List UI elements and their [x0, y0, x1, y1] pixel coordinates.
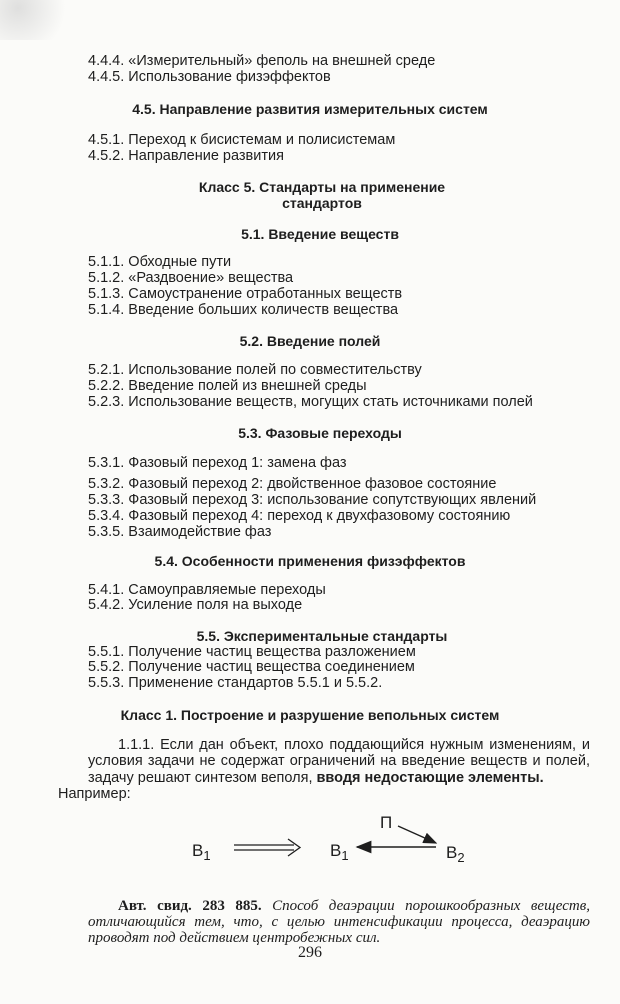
section-heading: 5.5. Экспериментальные стандарты: [196, 628, 448, 644]
list-item: 5.5.2. Получение частиц вещества соединением: [88, 659, 415, 675]
standard-paragraph: [58, 737, 590, 802]
class-heading: Класс 5. Стандарты на применение: [198, 179, 446, 195]
vepol-diagram: [0, 800, 620, 870]
list-item: 5.2.3. Использование веществ, могущих стать источниками полей: [88, 394, 533, 410]
section-heading: 5.4. Особенности применения физэффектов: [154, 553, 466, 569]
field-p: П: [380, 813, 393, 832]
patent-reference: [88, 898, 590, 946]
list-item: 5.2.2. Введение полей из внешней среды: [88, 378, 367, 394]
section-heading: 5.1. Введение веществ: [241, 226, 399, 242]
paragraph-text: 1.1.1. Если дан объект, плохо поддающийся нужным изменениям, и условия задачи не содержат ограничений на введение веществ и полей, задачу решают синтезом веполя,: [88, 737, 590, 786]
class-heading-cont: стандартов: [282, 195, 362, 211]
substance-b1-result: $В_1$: [330, 841, 349, 863]
list-item: 5.1.1. Обходные пути: [88, 254, 232, 270]
list-item: 4.5.1. Переход к бисистемам и полисистемам: [88, 132, 396, 148]
list-item: 5.3.2. Фазовый переход 2: двойственное фазовое состояние: [88, 476, 497, 492]
section-heading: 5.3. Фазовые переходы: [238, 425, 402, 441]
list-item: 5.1.4. Введение больших количеств вещества: [88, 302, 399, 318]
list-item: 5.1.3. Самоустранение отработанных веществ: [88, 286, 403, 302]
example-label: Например:: [58, 785, 131, 802]
list-item: 5.2.1. Использование полей по совместительству: [88, 362, 422, 378]
list-item: 4.4.4. «Измерительный» феполь на внешней среде: [88, 53, 436, 69]
scan-noise: [0, 0, 90, 40]
list-item: 5.3.4. Фазовый переход 4: переход к двухфазовому состоянию: [88, 508, 511, 524]
patent-text: Способ деаэрации порошкообразных веществ, отличающийся тем, что, с целью интенсификации процесса, деаэрацию проводят под действием центробежных сил.: [88, 898, 590, 946]
list-item: 5.5.1. Получение частиц вещества разложением: [88, 644, 416, 660]
double-arrow-icon: [234, 839, 300, 856]
list-item: 5.1.2. «Раздвоение» вещества: [88, 270, 294, 286]
list-item: 5.3.3. Фазовый переход 3: использование сопутствующих явлений: [88, 492, 537, 508]
patent-number: Авт. свид. 283 885.: [118, 898, 262, 914]
list-item: 5.3.1. Фазовый переход 1: замена фаз: [88, 455, 347, 471]
section-heading: 4.5. Направление развития измерительных систем: [132, 101, 488, 117]
paragraph-bold: вводя недостающие элементы.: [316, 769, 544, 786]
section-heading: 5.2. Введение полей: [239, 333, 381, 349]
list-item: 5.5.3. Применение стандартов 5.5.1 и 5.5.2.: [88, 675, 383, 691]
arrow-diagonal-icon: [398, 826, 436, 843]
list-item: 5.4.1. Самоуправляемые переходы: [88, 582, 326, 598]
list-item: 5.3.5. Взаимодействие фаз: [88, 524, 272, 540]
list-item: 5.4.2. Усиление поля на выходе: [88, 597, 303, 613]
substance-b1: $В_1$: [192, 841, 211, 863]
list-item: 4.4.5. Использование физэффектов: [88, 69, 331, 85]
substance-b2: $В_2$: [446, 843, 465, 865]
list-item: 4.5.2. Направление развития: [88, 148, 284, 164]
class-heading: Класс 1. Построение и разрушение вепольных систем: [120, 707, 500, 723]
page-number: 296: [298, 944, 322, 961]
